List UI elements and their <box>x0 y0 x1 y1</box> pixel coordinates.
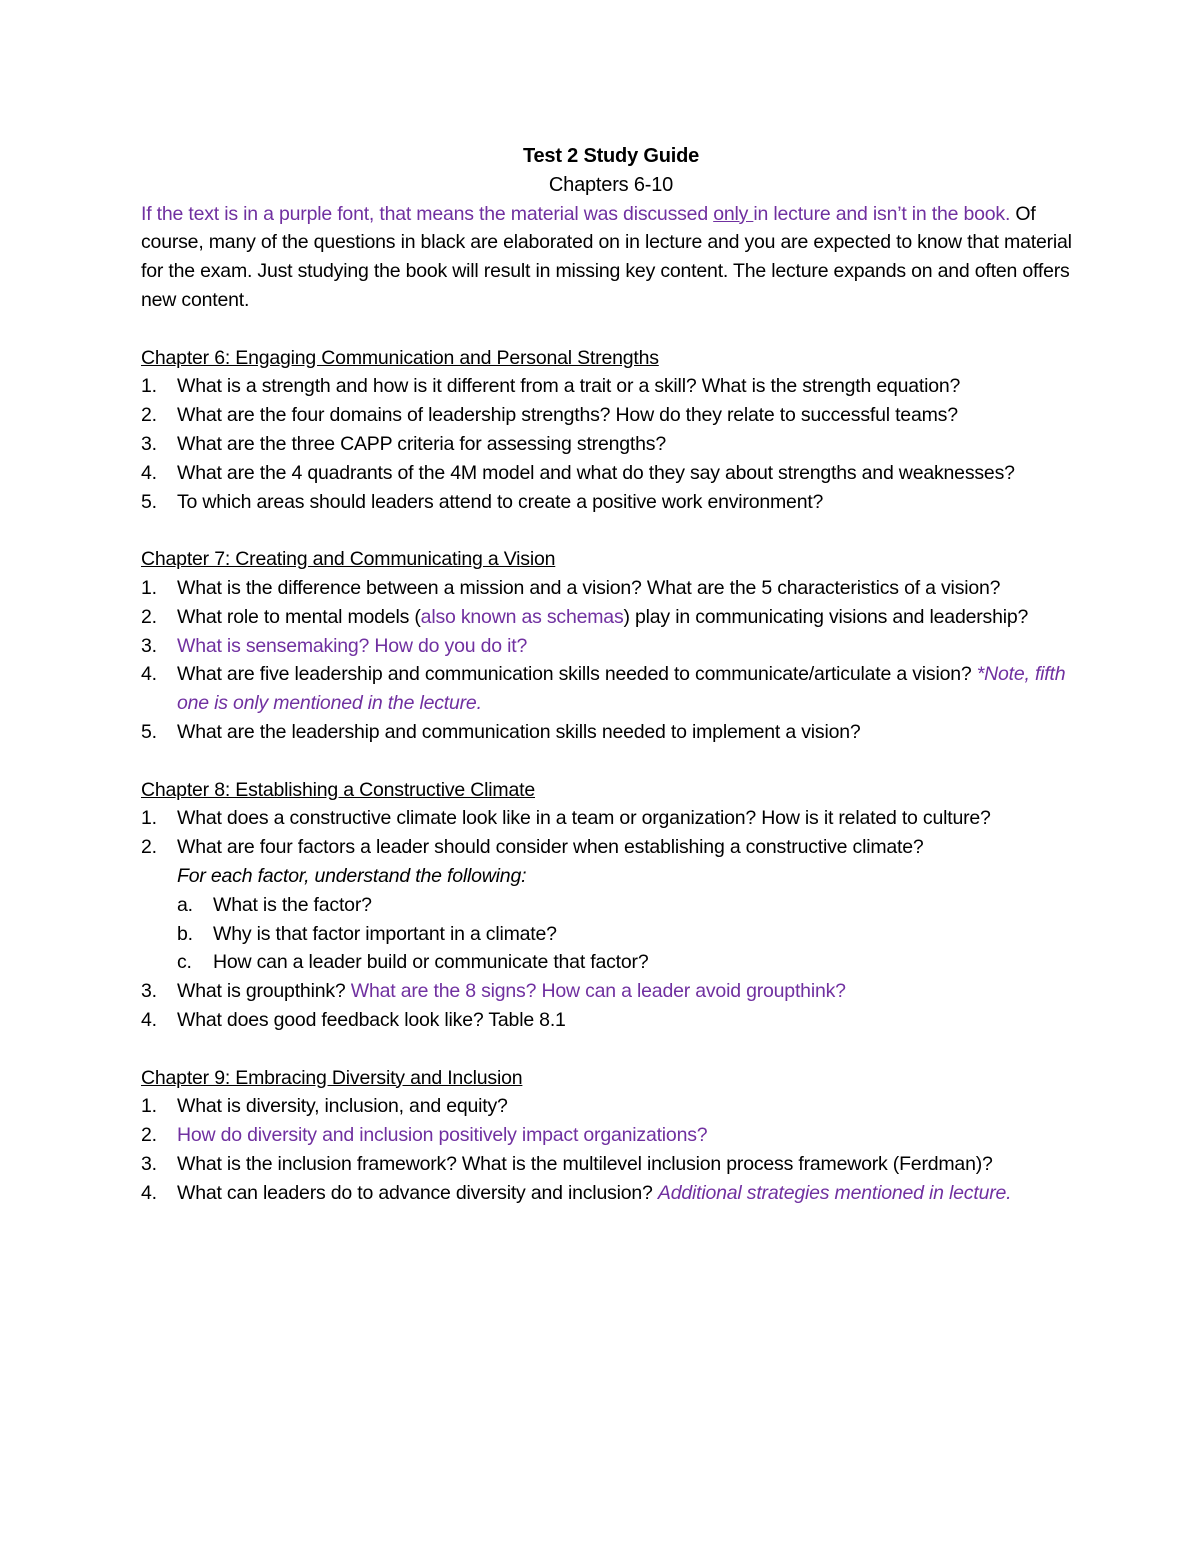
chapter-9-heading: Chapter 9: Embracing Diversity and Inclusion <box>141 1066 523 1089</box>
item-number: 2. <box>141 1124 157 1147</box>
chapter-7-heading: Chapter 7: Creating and Communicating a Vision <box>141 548 556 571</box>
chapter-8-questions <box>141 804 1081 1034</box>
list-item <box>141 660 1081 718</box>
question-text: To which areas should leaders attend to create a positive work environment? <box>177 490 824 513</box>
item-number: 3. <box>141 1152 157 1175</box>
list-item <box>141 804 1081 833</box>
document-title: Test 2 Study Guide <box>522 145 700 167</box>
intro-purple-text-2: in lecture and isn’t in the book. <box>753 202 1011 225</box>
item-number: 3. <box>141 980 157 1003</box>
list-item <box>141 574 1081 603</box>
question-text: What can leaders do to advance diversity and inclusion? <box>177 1181 658 1204</box>
sub-question-text: What is the factor? <box>213 893 372 916</box>
sub-list-item <box>177 920 1081 949</box>
list-item <box>141 1092 1081 1121</box>
question-text: What role to mental models ( <box>177 605 421 628</box>
list-item <box>141 833 1081 977</box>
question-text: What is the inclusion framework? What is the multilevel inclusion process framework (Ferdman)? <box>177 1152 993 1175</box>
question-text: What does good feedback look like? Table 8.1 <box>177 1008 566 1031</box>
list-item <box>141 430 1081 459</box>
list-item <box>141 1006 1081 1035</box>
question-text: ) play in communicating visions and leadership? <box>623 605 1029 628</box>
question-text: What does a constructive climate look like in a team or organization? How is it related to culture? <box>177 807 991 830</box>
list-item <box>141 401 1081 430</box>
sub-list-item <box>177 891 1081 920</box>
document-subtitle: Chapters 6-10 <box>548 173 674 196</box>
list-item <box>141 632 1081 661</box>
item-letter: c. <box>177 951 192 974</box>
item-number: 5. <box>141 720 157 743</box>
question-text: What is diversity, inclusion, and equity? <box>177 1095 508 1118</box>
lecture-only-text: How do diversity and inclusion positively impact organizations? <box>177 1124 708 1147</box>
list-item <box>141 488 1081 517</box>
question-text: What are the 4 quadrants of the 4M model and what do they say about strengths and weaknesses? <box>177 461 1015 484</box>
factor-sublist <box>177 891 1081 977</box>
intro-purple-text: If the text is in a purple font, that means the material was discussed <box>141 202 714 225</box>
intro-paragraph <box>141 200 1081 315</box>
item-number: 2. <box>141 605 157 628</box>
question-text: What are five leadership and communication skills needed to communicate/articulate a vision? <box>177 663 977 686</box>
lecture-note: Additional strategies mentioned in lecture. <box>657 1181 1012 1204</box>
item-letter: b. <box>177 922 193 945</box>
chapter-7-questions <box>141 574 1081 747</box>
item-number: 1. <box>141 375 157 398</box>
question-text: What is the difference between a mission and a vision? What are the 5 characteristics of a vision? <box>177 576 1001 599</box>
question-text: What are the leadership and communication skills needed to implement a vision? <box>177 720 861 743</box>
list-item <box>141 603 1081 632</box>
intro-only-underlined: only <box>713 202 754 225</box>
item-letter: a. <box>177 893 193 916</box>
item-number: 4. <box>141 461 157 484</box>
list-item <box>141 977 1081 1006</box>
sub-question-text: Why is that factor important in a climate? <box>213 922 557 945</box>
item-number: 5. <box>141 490 157 513</box>
intro-black-text: Of course, many of the questions in black are elaborated on in lecture and you are expected to know that material for the exam. Just studying the book will result in missing key content. The lecture expands on and often offers new content. <box>141 202 1072 311</box>
list-item <box>141 372 1081 401</box>
lecture-only-text: What are the 8 signs? How can a leader avoid groupthink? <box>350 980 846 1003</box>
list-item <box>141 1179 1081 1208</box>
item-number: 1. <box>141 576 157 599</box>
item-number: 2. <box>141 836 157 859</box>
item-number: 1. <box>141 1095 157 1118</box>
item-number: 3. <box>141 634 157 657</box>
item-number: 4. <box>141 663 157 686</box>
question-text: What are the three CAPP criteria for assessing strengths? <box>177 432 666 455</box>
list-item <box>141 1121 1081 1150</box>
chapter-8-heading: Chapter 8: Establishing a Constructive Climate <box>141 778 535 801</box>
question-text: What are four factors a leader should consider when establishing a constructive climate? <box>177 836 924 859</box>
lecture-note: *Note, fifth one is only mentioned in the lecture. <box>177 663 1066 715</box>
question-text: What are the four domains of leadership strengths? How do they relate to successful teams? <box>177 404 958 427</box>
chapter-6-heading: Chapter 6: Engaging Communication and Personal Strengths <box>141 346 659 369</box>
chapter-6-questions <box>141 372 1081 516</box>
sub-list-item <box>177 948 1081 977</box>
question-text: What is groupthink? <box>177 980 351 1003</box>
list-item <box>141 459 1081 488</box>
item-number: 4. <box>141 1181 157 1204</box>
lecture-only-text: also known as schemas <box>420 605 624 628</box>
question-text: What is a strength and how is it different from a trait or a skill? What is the strength equation? <box>177 375 961 398</box>
item-number: 1. <box>141 807 157 830</box>
item-number: 3. <box>141 432 157 455</box>
lecture-only-text: What is sensemaking? How do you do it? <box>177 634 528 657</box>
list-item <box>141 1150 1081 1179</box>
sub-question-text: How can a leader build or communicate that factor? <box>213 951 649 974</box>
item-number: 4. <box>141 1008 157 1031</box>
document-page <box>141 142 1081 1236</box>
list-item <box>141 718 1081 747</box>
chapter-9-questions <box>141 1092 1081 1207</box>
item-number: 2. <box>141 404 157 427</box>
factor-instruction: For each factor, understand the following: <box>177 864 527 887</box>
